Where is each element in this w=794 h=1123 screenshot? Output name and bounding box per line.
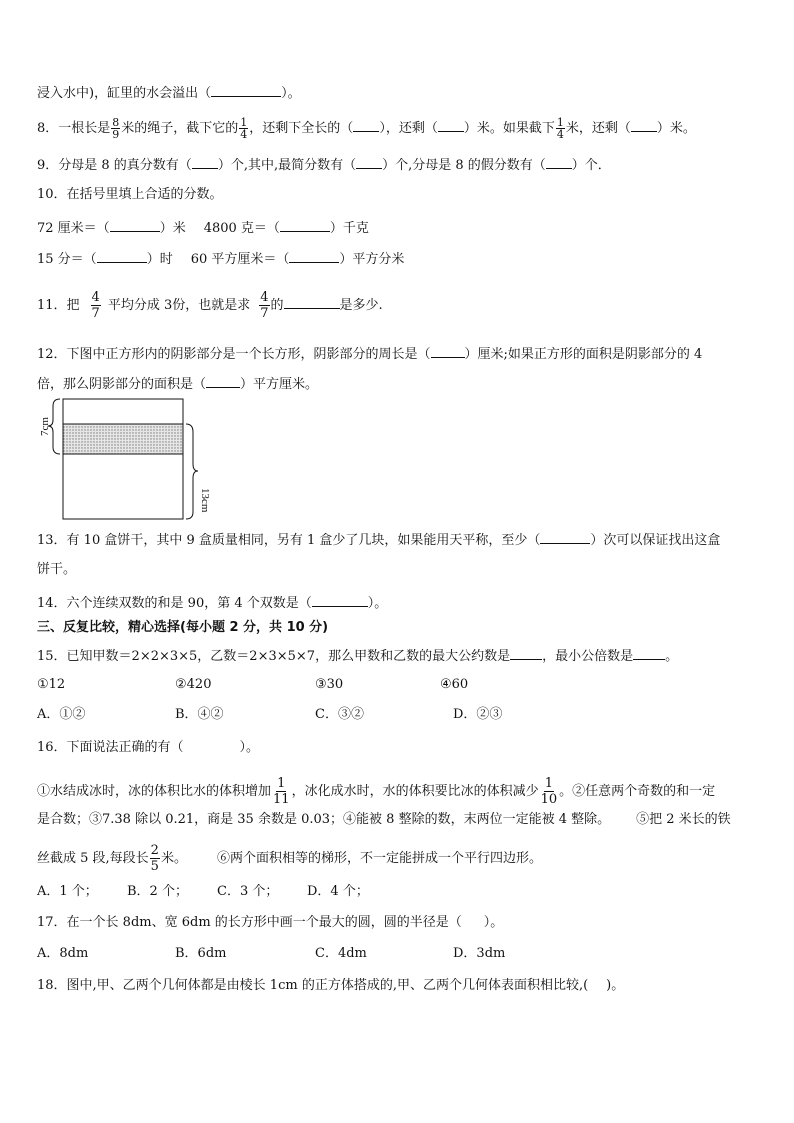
q18-stem xyxy=(37,978,624,994)
q15-item-3: ③30 xyxy=(315,677,344,692)
q12-line-1 xyxy=(37,345,702,363)
q16-option-a[interactable]: A．1 个； xyxy=(37,884,98,899)
fraction-denominator: 7 xyxy=(260,306,269,321)
q16-l1b: ，冰化成水时，水的体积要比冰的体积减少 xyxy=(291,784,539,799)
fraction-numerator: 1 xyxy=(240,116,248,129)
fraction-denominator: 7 xyxy=(91,306,100,321)
q11-p2: 平均分成 3份，也就是求 xyxy=(107,298,251,313)
q15-option-b[interactable]: B．④② xyxy=(175,707,224,722)
q10-r1a: 72 厘米＝（ xyxy=(37,221,110,236)
square xyxy=(63,399,183,519)
q9-blank-2[interactable] xyxy=(356,156,382,169)
q9-p1: 9．分母是 8 的真分数有（ xyxy=(37,158,192,173)
q16-line-2 xyxy=(37,812,731,828)
q13-line-2: 饼干。 xyxy=(37,562,77,577)
q17-stem-a: 17．在一个长 8dm、宽 6dm 的长方形中画一个最大的圆，圆的半径是（ xyxy=(37,915,462,930)
q16-l2b: ⑤把 2 米长的铁 xyxy=(636,812,731,827)
q16-l3a: 丝截成 5 段,每段长 xyxy=(37,851,149,866)
q7-text1: 浸入水中)，缸里的水会溢出（ xyxy=(37,86,212,101)
q15-item-2: ②420 xyxy=(175,677,212,692)
q15-option-d[interactable]: D．②③ xyxy=(453,707,503,722)
q10-blank-2[interactable] xyxy=(280,219,330,232)
q15-item-1: ①12 xyxy=(37,677,66,692)
q13-blank[interactable] xyxy=(540,531,590,544)
fraction-numerator: 2 xyxy=(150,843,159,858)
q8-fraction-2 xyxy=(239,117,248,140)
q15-blank-2[interactable] xyxy=(633,647,665,660)
q8-p4: ），还剩（ xyxy=(379,121,438,136)
label-7cm: 7cm xyxy=(39,417,51,436)
q13-line1b: ）次可以保证找出这盒 xyxy=(590,533,721,548)
q12-line-2 xyxy=(37,375,318,393)
q14-line xyxy=(37,594,387,612)
q9-line xyxy=(37,156,611,174)
brace-13cm xyxy=(186,424,198,519)
q10-title: 10．在括号里填上合适的分数。 xyxy=(37,187,223,202)
q9-p3: ）个,分母是 8 的假分数有（ xyxy=(382,158,546,173)
q16-option-d[interactable]: D．4 个； xyxy=(307,884,369,899)
shaded-rectangle xyxy=(63,424,183,454)
q15-stem-b: ，最小公倍数是 xyxy=(542,649,634,664)
fraction-denominator: 5 xyxy=(150,859,159,874)
q16-l1c: 。②任意两个奇数的和一定 xyxy=(559,784,716,799)
label-13cm: 13cm xyxy=(199,488,211,513)
q11-fraction-2 xyxy=(259,290,269,321)
q12-line2b: ）平方厘米。 xyxy=(240,377,319,392)
q11-line xyxy=(37,290,383,321)
q14-p2: ）。 xyxy=(367,596,388,611)
q16-l2: 是合数；③7.38 除以 0.21，商是 35 余数是 0.03；④能被 8 整除的数，末两位一定能被 4 整除。 xyxy=(37,812,611,827)
q8-p6: 米，还剩（ xyxy=(565,121,631,136)
q16-fraction-1 xyxy=(272,776,291,807)
fraction-numerator: 1 xyxy=(556,116,564,129)
q10-r2b: ）时 xyxy=(146,252,173,267)
q16-fraction-3 xyxy=(150,843,160,874)
q10-row-2 xyxy=(37,250,404,268)
q11-p3: 的 xyxy=(270,298,284,313)
q8-fraction-1 xyxy=(111,117,120,140)
q10-r1d: ）千克 xyxy=(329,221,369,236)
q10-r2a: 15 分＝（ xyxy=(37,252,97,267)
q11-blank[interactable] xyxy=(284,296,340,309)
fraction-numerator: 4 xyxy=(91,290,100,305)
q10-r1c: 4800 克＝（ xyxy=(203,221,280,236)
fraction-numerator: 8 xyxy=(112,116,120,129)
q8-p7: ）米。 xyxy=(656,121,696,136)
q10-r2d: ）平方分米 xyxy=(339,252,405,267)
fraction-numerator: 1 xyxy=(277,776,286,791)
q12-line1a: 12．下图中正方形内的阴影部分是一个长方形，阴影部分的周长是（ xyxy=(37,347,431,362)
q9-p4: ）个． xyxy=(571,158,611,173)
section-3-title: 三、反复比较，精心选择(每小题 2 分，共 10 分) xyxy=(37,620,329,635)
fraction-denominator: 4 xyxy=(240,128,248,141)
q14-blank[interactable] xyxy=(312,594,368,607)
q16-stem xyxy=(37,740,259,756)
fraction-denominator: 10 xyxy=(540,792,558,807)
q17-option-d[interactable]: D．3dm xyxy=(453,946,506,961)
q13-line1a: 13．有 10 盒饼干，其中 9 盒质量相同，另有 1 盒少了几块，如果能用天平称，至少（ xyxy=(37,533,541,548)
q10-r1b: ）米 xyxy=(159,221,186,236)
q17-option-a[interactable]: A．8dm xyxy=(37,946,89,961)
q17-stem-b: ）。 xyxy=(483,915,504,930)
fraction-denominator: 9 xyxy=(112,128,120,141)
q8-line xyxy=(37,117,696,140)
q18-stem-b: )。 xyxy=(606,978,625,993)
q11-p4: 是多少. xyxy=(339,298,383,313)
q7-text2: ）。 xyxy=(281,86,301,101)
q16-l3b: 米。 xyxy=(160,851,187,866)
q15-option-c[interactable]: C．③② xyxy=(315,707,364,722)
q15-blank-1[interactable] xyxy=(510,647,542,660)
q16-option-c[interactable]: C．3 个； xyxy=(217,884,279,899)
q15-stem-a: 15．已知甲数＝2×2×3×5，乙数＝2×3×5×7，那么甲数和乙数的最大公约数是 xyxy=(37,649,511,664)
q16-line-3 xyxy=(37,843,542,874)
q16-fraction-2 xyxy=(540,776,559,807)
q8-blank-3[interactable] xyxy=(631,119,657,132)
q16-l1a: ①水结成冰时，冰的体积比水的体积增加 xyxy=(37,784,272,799)
q16-option-b[interactable]: B．2 个； xyxy=(127,884,188,899)
q15-item-4: ④60 xyxy=(440,677,469,692)
q9-blank-1[interactable] xyxy=(192,156,218,169)
q15-option-a[interactable]: A．①② xyxy=(37,707,86,722)
q17-option-c[interactable]: C．4dm xyxy=(315,946,367,961)
q12-blank-1[interactable] xyxy=(431,345,465,358)
fraction-denominator: 4 xyxy=(556,128,564,141)
q15-stem-c: 。 xyxy=(665,649,679,664)
q15-stem xyxy=(37,647,678,665)
q14-p1: 14．六个连续双数的和是 90，第 4 个双数是（ xyxy=(37,596,312,611)
q18-stem-a: 18．图中,甲、乙两个几何体都是由棱长 1cm 的正方体搭成的,甲、乙两个几何体表面积相比较,( xyxy=(37,978,589,993)
q11-p1: 11．把 xyxy=(37,298,80,313)
q13-line-1 xyxy=(37,531,720,549)
q8-p1: 8．一根长是 xyxy=(37,121,111,136)
q10-blank-1[interactable] xyxy=(110,219,160,232)
q12-blank-2[interactable] xyxy=(206,375,240,388)
q8-p3: ，还剩下全长的（ xyxy=(249,121,354,136)
q12-line2a: 倍，那么阴影部分的面积是（ xyxy=(37,377,207,392)
q16-stem-a: 16．下面说法正确的有（ xyxy=(37,740,184,755)
q11-fraction-1 xyxy=(91,290,101,321)
q12-line1b: ）厘米;如果正方形的面积是阴影部分的 4 xyxy=(464,347,703,362)
q10-blank-4[interactable] xyxy=(289,250,339,263)
q10-r2c: 60 平方厘米＝（ xyxy=(190,252,290,267)
q10-blank-3[interactable] xyxy=(97,250,147,263)
fraction-denominator: 11 xyxy=(273,792,290,807)
q16-line-1 xyxy=(37,776,715,807)
q7-tail xyxy=(37,84,301,102)
fraction-numerator: 1 xyxy=(544,776,553,791)
q17-stem xyxy=(37,915,503,931)
q10-row-1 xyxy=(37,219,369,237)
q9-p2: ）个,其中,最简分数有（ xyxy=(217,158,357,173)
q8-p2: 米的绳子，截下它的 xyxy=(121,121,239,136)
q7-blank[interactable] xyxy=(211,84,281,97)
fraction-numerator: 4 xyxy=(260,290,269,305)
q8-blank-1[interactable] xyxy=(353,119,379,132)
q12-figure xyxy=(36,396,211,526)
q16-l3c: ⑥两个面积相等的梯形，不一定能拼成一个平行四边形。 xyxy=(216,851,542,866)
q8-blank-2[interactable] xyxy=(438,119,464,132)
q17-option-b[interactable]: B．6dm xyxy=(175,946,227,961)
q8-p5: ）米。如果截下 xyxy=(463,121,555,136)
q8-fraction-3 xyxy=(556,117,565,140)
q16-stem-b: ）。 xyxy=(239,740,260,755)
q9-blank-3[interactable] xyxy=(546,156,572,169)
